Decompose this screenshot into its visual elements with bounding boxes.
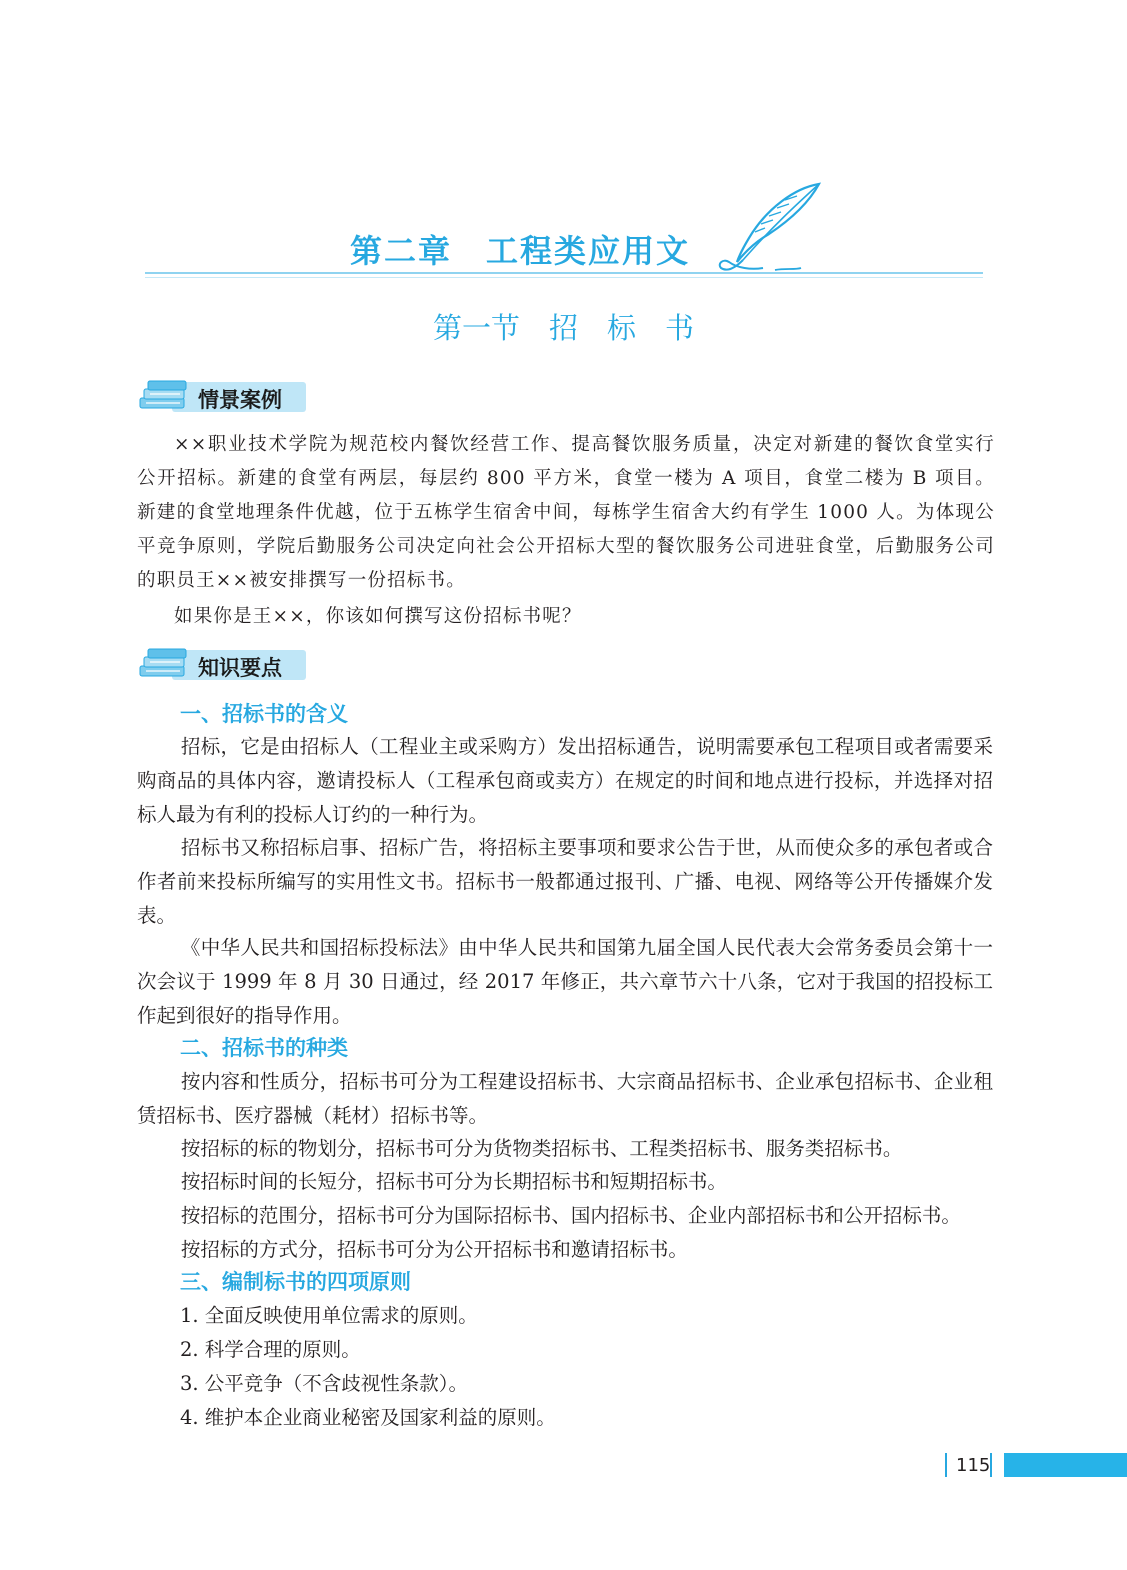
page-number-bar-right — [990, 1453, 992, 1477]
paragraph-type-object: 按招标的标的物划分，招标书可分为货物类招标书、工程类招标书、服务类招标书。 — [180, 1137, 903, 1160]
heading-types: 二、招标书的种类 — [180, 1036, 348, 1060]
page-tab-block — [1004, 1453, 1127, 1477]
paragraph-type-content: 按内容和性质分，招标书可分为工程建设招标书、大宗商品招标书、企业承包招标书、企业租赁招标书、医疗器械（耗材）招标书等。 — [137, 1070, 993, 1127]
paragraph-type-duration: 按招标时间的长短分，招标书可分为长期招标书和短期招标书。 — [180, 1170, 727, 1193]
page-number: 115 — [956, 1455, 991, 1476]
chapter-title: 第二章 工程类应用文 — [350, 232, 691, 270]
books-icon — [136, 380, 196, 416]
principle-item: 4. 维护本企业商业秘密及国家利益的原则。 — [180, 1406, 556, 1429]
paragraph-law: 《中华人民共和国招标投标法》由中华人民共和国第九届全国人民代表大会常务委员会第十一次会议于 1999 年 8 月 30 日通过，经 2017 年修正，共六章节六十八条，它对于我国的招投标工作起到很好的指导作用。 — [137, 936, 993, 1027]
case-banner-label: 情景案例 — [198, 388, 282, 412]
chapter-divider — [145, 272, 983, 274]
quill-pen-icon — [715, 178, 825, 278]
case-question: 如果你是王××，你该如何撰写这份招标书呢？ — [174, 606, 582, 627]
principle-item: 3. 公平竞争（不含歧视性条款）。 — [180, 1372, 469, 1395]
case-text: ××职业技术学院为规范校内餐饮经营工作、提高餐饮服务质量，决定对新建的餐饮食堂实行公开招标。新建的食堂有两层，每层约 800 平方米，食堂一楼为 A 项目，食堂二楼为 B 项目。新建的食堂地理条件优越，位于五栋学生宿舍中间，每栋学生宿舍大约有学生 1000 人。为体现公平竞争原则，学院后勤服务公司决定向社会公开招标大型的餐饮服务公司进驻食堂，后勤服务公司的职员王××被安排撰写一份招标书。 — [137, 434, 995, 591]
knowledge-banner-label: 知识要点 — [198, 656, 282, 680]
heading-principles: 三、编制标书的四项原则 — [180, 1270, 411, 1294]
paragraph-definition: 招标，它是由招标人（工程业主或采购方）发出招标通告，说明需要承包工程项目或者需要采购商品的具体内容，邀请投标人（工程承包商或卖方）在规定的时间和地点进行投标，并选择对招标人最为有利的投标人订约的一种行为。 — [137, 735, 993, 826]
paragraph-type-scope: 按招标的范围分，招标书可分为国际招标书、国内招标书、企业内部招标书和公开招标书。 — [180, 1204, 961, 1227]
paragraph-tender-document: 招标书又称招标启事、招标广告，将招标主要事项和要求公告于世，从而使众多的承包者或合作者前来投标所编写的实用性文书。招标书一般都通过报刊、广播、电视、网络等公开传播媒介发表。 — [137, 836, 993, 927]
books-icon — [136, 648, 196, 684]
principle-item: 2. 科学合理的原则。 — [180, 1338, 361, 1361]
section-title: 第一节 招 标 书 — [432, 311, 694, 345]
paragraph-type-method: 按招标的方式分，招标书可分为公开招标书和邀请招标书。 — [180, 1238, 688, 1261]
page-number-bar-left — [945, 1453, 947, 1477]
heading-meaning: 一、招标书的含义 — [180, 702, 348, 726]
principle-item: 1. 全面反映使用单位需求的原则。 — [180, 1304, 478, 1327]
chapter-divider-thin — [145, 277, 983, 278]
